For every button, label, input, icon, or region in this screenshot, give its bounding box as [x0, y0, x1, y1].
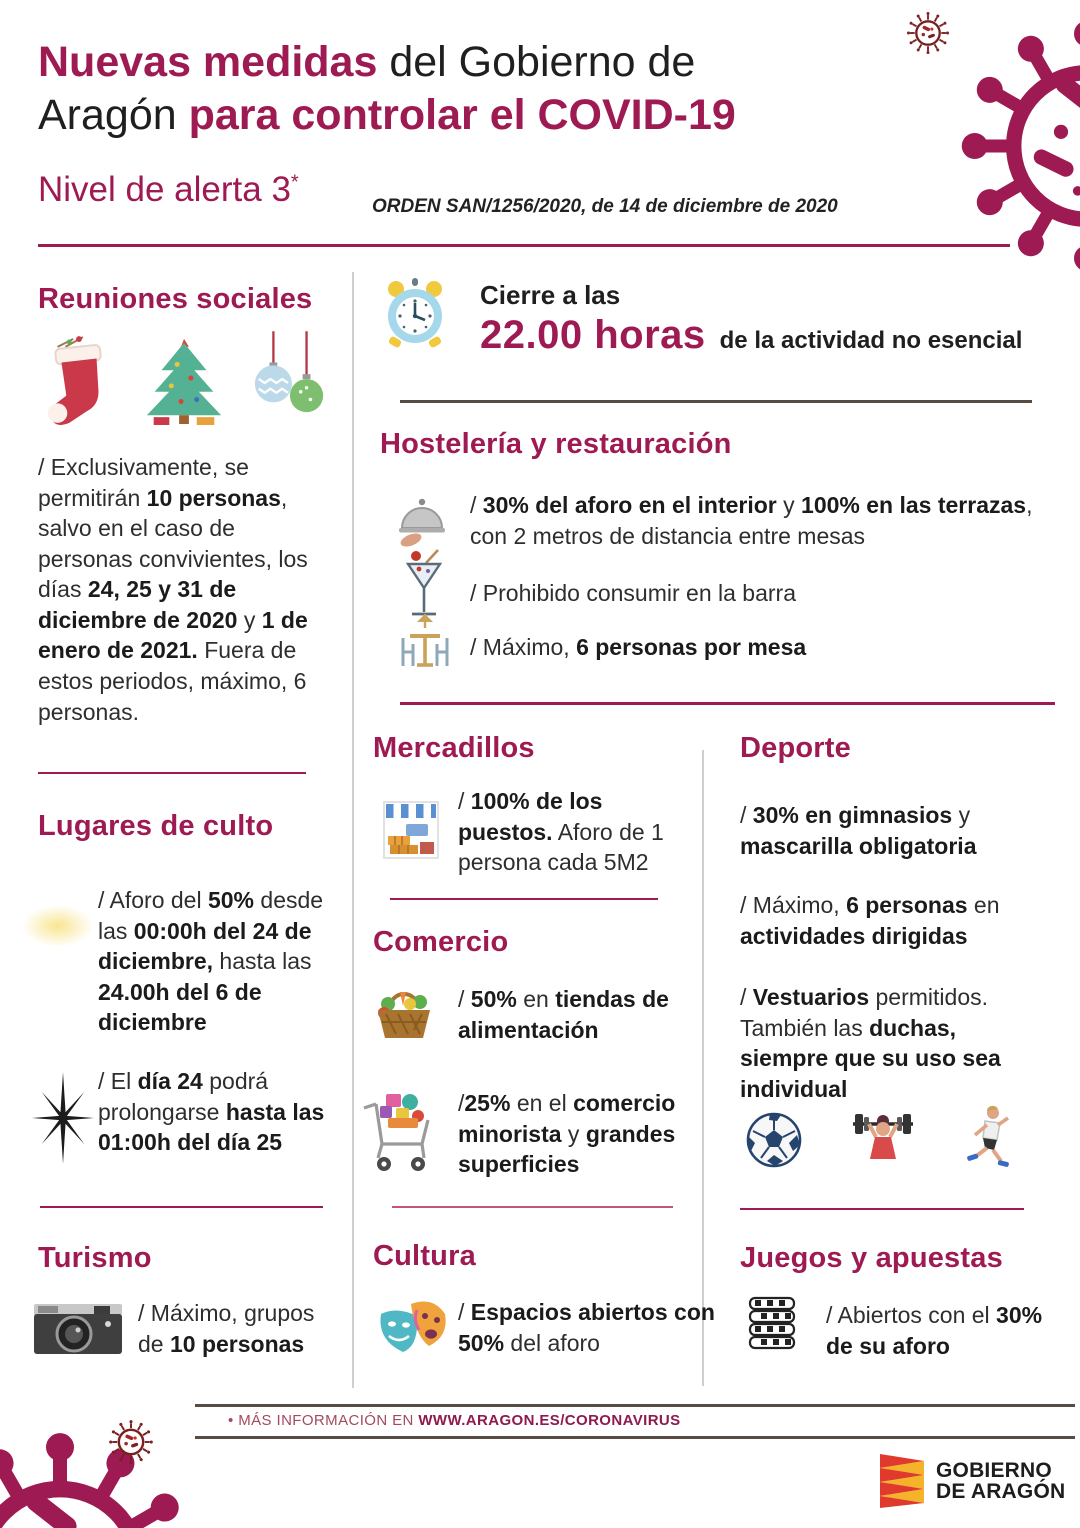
turismo-item: / Máximo, grupos de 10 personas [138, 1300, 315, 1357]
christmas-stocking-icon [40, 330, 118, 430]
comercio-item: /25% en el comercio minorista y grandes superficies [458, 1090, 676, 1178]
mercadillos-item: / 100% de los puestos. Aforo de 1 persona cada 5M2 [458, 788, 664, 876]
page-title [38, 36, 736, 143]
header-rule [38, 244, 1010, 247]
christmas-baubles-icon [250, 330, 328, 430]
section-title-turismo: Turismo [38, 1242, 152, 1274]
order-reference: ORDEN SAN/1256/2020, de 14 de diciembre de 2020 [372, 196, 838, 217]
title-line-2: Aragón para controlar el COVID-19 [38, 91, 736, 140]
closure-tail: de la actividad no esencial [719, 327, 1023, 354]
gobierno-aragon-logo [878, 1452, 1065, 1510]
deporte-item: / Vestuarios permitidos. También las duchas, siempre que su uso sea individual [740, 984, 1001, 1102]
terrace-table-icon [396, 612, 454, 672]
section-title-reuniones: Reuniones sociales [38, 283, 313, 315]
market-stall-icon [382, 798, 440, 860]
footer-rule [195, 1404, 1075, 1407]
culto-item: / El día 24 podrá prolongarse hasta las 01:00h del día 25 [98, 1068, 325, 1156]
section-title-comercio: Comercio [373, 926, 509, 958]
hosteleria-item: / Máximo, 6 personas por mesa [470, 634, 807, 660]
alert-asterisk: * [290, 171, 299, 194]
soccer-ball-icon [745, 1111, 803, 1169]
closure-intro: Cierre a las [480, 280, 621, 310]
closure-time: 22.00 horas [480, 313, 706, 357]
divider [400, 702, 1055, 705]
divider [392, 1206, 673, 1208]
divider [40, 1206, 323, 1208]
bethlehem-star-icon [28, 1072, 98, 1164]
alarm-clock-icon [383, 276, 447, 354]
runner-icon [963, 1105, 1011, 1169]
candle-glow-icon [22, 905, 94, 947]
hosteleria-item: / 30% del aforo en el interior y 100% en las terrazas, con 2 metros de distancia entre mesas [470, 492, 1033, 549]
section-title-cultura: Cultura [373, 1240, 476, 1272]
closure-banner [480, 280, 1022, 358]
footer-info [228, 1412, 681, 1429]
cultura-item: / Espacios abiertos con 50% del aforo [458, 1299, 715, 1356]
weightlifting-icon [851, 1107, 915, 1169]
hosteleria-item: / Prohibido consumir en la barra [470, 580, 796, 606]
divider [400, 400, 1032, 403]
section-title-culto: Lugares de culto [38, 810, 274, 842]
reuniones-body: / Exclusivamente, se permitirán 10 personas, salvo en el caso de personas convivientes, los días 24, 25 y 31 de diciembre de 2020 y 1 de enero de 2021. Fuera de estos periodos, máximo, 6 personas. [38, 454, 308, 725]
column-divider [702, 750, 704, 1386]
small-virus-icon [903, 8, 953, 58]
deporte-item: / Máximo, 6 personas en actividades dirigidas [740, 892, 1000, 949]
title-line-1: Nuevas medidas del Gobierno de [38, 38, 696, 86]
juegos-item: / Abiertos con el 30% de su aforo [826, 1302, 1043, 1359]
section-title-mercadillos: Mercadillos [373, 732, 535, 764]
small-virus-icon [105, 1416, 157, 1468]
deporte-item: / 30% en gimnasios y mascarilla obligatoria [740, 802, 977, 859]
section-title-juegos: Juegos y apuestas [740, 1242, 1003, 1274]
logo-line-1: GOBIERNO [936, 1458, 1052, 1482]
comercio-item: / 50% en tiendas de alimentación [458, 986, 669, 1043]
bullet: • [228, 1412, 234, 1429]
footer-info-url: WWW.ARAGON.ES/CORONAVIRUS [418, 1412, 681, 1429]
footer-rule [195, 1436, 1075, 1439]
shopping-cart-icon [360, 1086, 436, 1176]
theater-masks-icon [375, 1292, 451, 1356]
section-title-hosteleria: Hostelería y restauración [380, 428, 732, 460]
christmas-icons-row [40, 330, 328, 430]
camera-icon [32, 1296, 124, 1356]
footer-info-prefix: MÁS INFORMACIÓN EN [238, 1412, 419, 1429]
deporte-icons-row [745, 1105, 1011, 1169]
coronavirus-icon [0, 1428, 200, 1528]
divider [740, 1208, 1024, 1210]
cloche-icon [398, 492, 446, 548]
aragon-emblem-icon [878, 1452, 928, 1510]
culto-item: / Aforo del 50% desde las 00:00h del 24 de diciembre, hasta las 24.00h del 6 de diciembre [98, 887, 324, 1036]
column-divider [352, 272, 354, 1388]
poker-chips-icon [746, 1292, 798, 1354]
christmas-tree-icon [140, 330, 228, 430]
logo-line-2: DE ARAGÓN [936, 1480, 1066, 1503]
divider [38, 772, 306, 774]
cocktail-icon [404, 548, 444, 622]
section-title-deporte: Deporte [740, 732, 851, 764]
food-basket-icon [372, 982, 436, 1044]
coronavirus-icon [952, 16, 1080, 276]
alert-level: Nivel de alerta 3* [38, 170, 299, 209]
divider [390, 898, 658, 900]
